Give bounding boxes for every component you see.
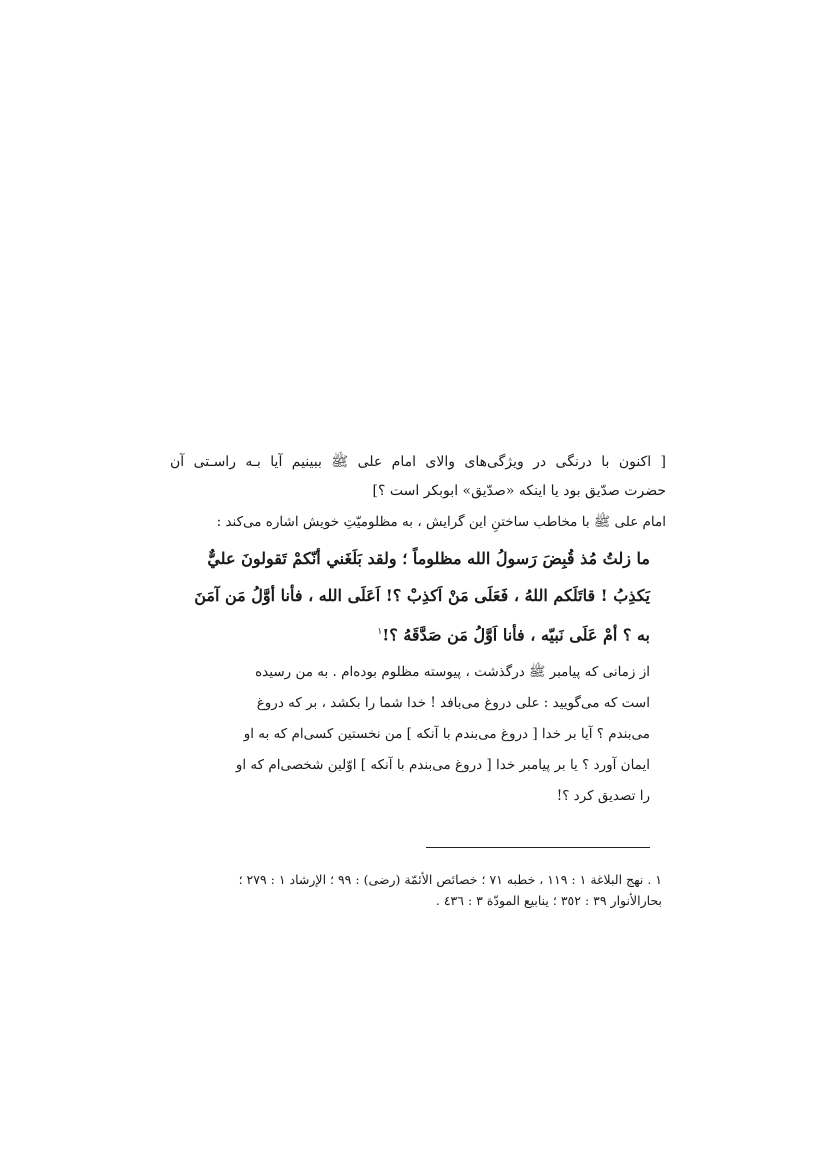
arabic-quote [170,540,666,653]
footnote [166,869,662,911]
lead-sentence: امام علی ﷺ با مخاطب ساختنِ این گرایش ، به مظلومیّتِ خویش اشاره می‌کند : [216,514,666,530]
page-body [170,448,666,812]
footnote-marker: ١ [377,627,383,637]
footnote-divider [426,847,650,848]
intro-line-1: [ اکنون با درنگی در ویژگی‌های والای امام علی ﷺ ببینیم آیا بـه راسـتی آن [170,454,666,470]
persian-translation [170,657,666,812]
translation-line-1: از زمانی که پیامبر ﷺ درگذشت ، پیوسته مظلوم بوده‌ام . به من رسیده [255,664,650,681]
quote-line-1: ما زلتُ مُذ قُبِضَ رَسولُ الله مظلوماً ؛ ولقد بَلَغَني أنّكمْ تَقولونَ عليٌّ [207,549,650,568]
translation-line-5: را تصدیق کرد ؟! [556,788,650,805]
translation-line-2: است که می‌گویید : علی دروغ می‌بافد ! خدا شما را بکشد ، بر که دروغ [256,695,650,712]
translation-line-3: می‌بندم ؟ آیا بر خدا [ دروغ می‌بندم با آنکه ] من نخستین کسی‌ام که به او [243,726,650,743]
translation-line-4: ایمان آورد ؟ یا بر پیامبر خدا [ دروغ می‌بندم با آنکه ] اوّلین شخصی‌ام که او [235,757,650,774]
intro-paragraph [170,448,666,506]
footnote-line-1: ١ . نهج البلاغة ١ : ١١٩ ، خطبه ٧١ ؛ خصائص الأئمّة (رضی) : ٩٩ ؛ الإرشاد ١ : ٢٧٩ ؛ [238,872,662,887]
quote-line-3-text: به ؟ أمْ عَلَى نَبيّه ، فأنا اَوَّلُ مَن صَدَّقَهُ ؟! [382,625,650,645]
footnote-line-2: بحارالأنوار ٣٩ : ٣٥٢ ؛ ينابيع المودّة ٣ : ٤٣٦ . [435,893,662,908]
quote-line-3 [170,614,650,653]
quote-line-2: يَكذِبُ ! قاتَلَكم اللهُ ، فَعَلَى مَنْ اَكذِبْ ؟! اَعَلَى الله ، فأنا أوَّلُ مَن آمَنَ [194,586,650,605]
intro-line-2: حضرت صدّیق بود یا اینکه «صدّیق» ابوبکر است ؟] [372,483,666,499]
